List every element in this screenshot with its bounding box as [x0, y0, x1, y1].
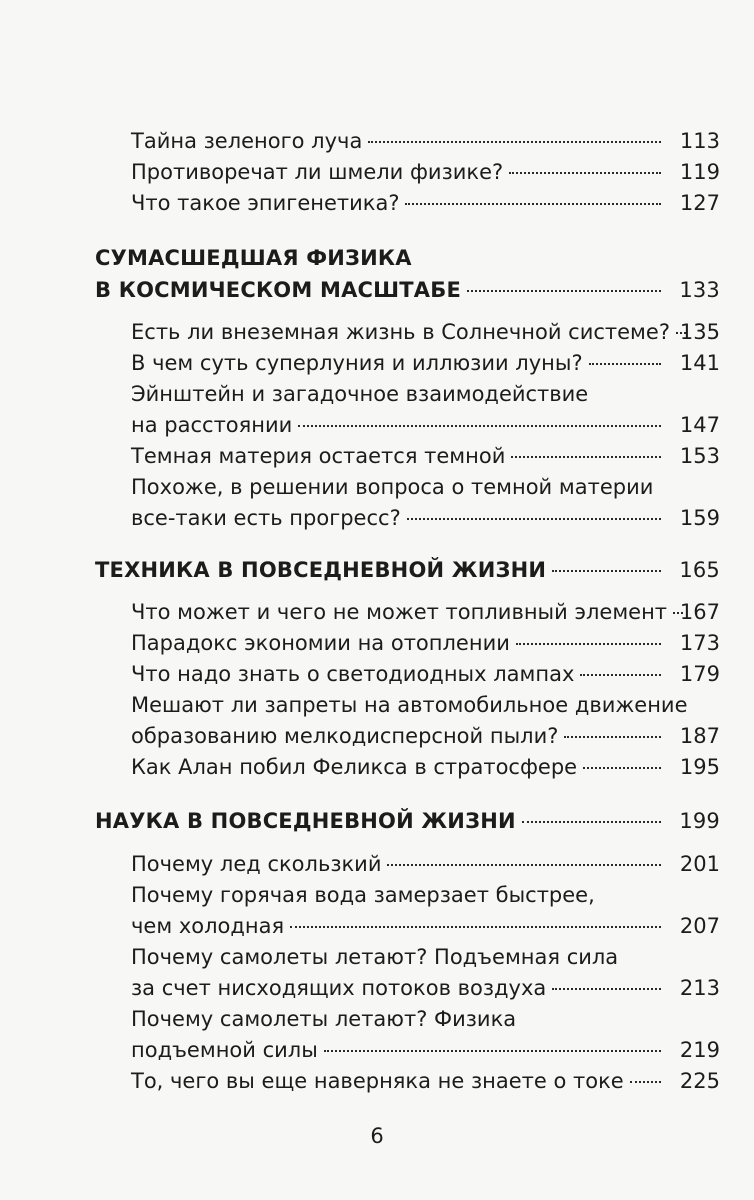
section-title-line: СУМАСШЕДШАЯ ФИЗИКА	[95, 246, 412, 270]
entry-page: 165	[679, 558, 720, 582]
entry-page: 199	[679, 809, 720, 833]
entry-title-line: Почему самолеты летают? Физика	[131, 1007, 517, 1031]
leader-dots	[509, 172, 661, 174]
entry-title: Что надо знать о светодиодных лампах	[131, 662, 575, 686]
entry-title: Темная материя остается темной	[131, 444, 506, 468]
entry-title: То, чего вы еще наверняка не знаете о токе	[131, 1069, 624, 1093]
entry-page: 173	[679, 631, 720, 655]
leader-dots	[467, 290, 661, 292]
entry-title: Как Алан побил Феликса в стратосфере	[131, 755, 578, 779]
entry-page: 179	[679, 662, 720, 686]
entry-title-line: образованию мелкодисперсной пыли?	[131, 724, 559, 748]
entry-page: 213	[679, 976, 720, 1000]
leader-dots	[298, 425, 661, 427]
leader-dots	[564, 736, 661, 738]
entry-title-line: Мешают ли запреты на автомобильное движение	[131, 693, 688, 717]
entry-page: 127	[679, 191, 720, 215]
leader-dots	[405, 203, 661, 205]
leader-dots	[583, 767, 661, 769]
entry-page: 201	[679, 852, 720, 876]
entry-page: 135	[679, 320, 720, 344]
entry-title: Противоречат ли шмели физике?	[131, 160, 504, 184]
leader-dots	[407, 518, 661, 520]
entry-page: 147	[679, 413, 720, 437]
section-title: ТЕХНИКА В ПОВСЕДНЕВНОЙ ЖИЗНИ	[95, 558, 547, 582]
page-number: 6	[370, 1124, 384, 1148]
entry-title: Что такое эпигенетика?	[131, 191, 400, 215]
leader-dots	[324, 1050, 661, 1052]
entry-title-line: Почему горячая вода замерзает быстрее,	[131, 883, 595, 907]
entry-page: 119	[679, 160, 720, 184]
entry-page: 207	[679, 914, 720, 938]
entry-page: 219	[679, 1038, 720, 1062]
entry-page: 187	[679, 724, 720, 748]
entry-title-line: Похоже, в решении вопроса о темной материи	[131, 475, 654, 499]
entry-title-line: все-таки есть прогресс?	[131, 506, 401, 530]
entry-title: Тайна зеленого луча	[131, 129, 363, 153]
section-title-line: В КОСМИЧЕСКОМ МАСШТАБЕ	[95, 278, 462, 302]
entry-title-line: чем холодная	[131, 914, 285, 938]
section-title: НАУКА В ПОВСЕДНЕВНОЙ ЖИЗНИ	[95, 809, 516, 833]
entry-page: 225	[679, 1069, 720, 1093]
leader-dots	[552, 988, 661, 990]
leader-dots	[522, 821, 661, 823]
entry-page: 141	[679, 351, 720, 375]
leader-dots	[589, 363, 661, 365]
leader-dots	[630, 1081, 661, 1083]
entry-title-line: Эйнштейн и загадочное взаимодействие	[131, 382, 589, 406]
leader-dots	[368, 141, 661, 143]
leader-dots	[387, 864, 661, 866]
entry-title: Почему лед скользкий	[131, 852, 382, 876]
entry-title: Есть ли внеземная жизнь в Солнечной системе?	[131, 320, 670, 344]
leader-dots	[511, 456, 661, 458]
entry-title-line: Почему самолеты летают? Подъемная сила	[131, 945, 619, 969]
entry-page: 167	[679, 600, 720, 624]
entry-page: 195	[679, 755, 720, 779]
entry-title: Что может и чего не может топливный элемент	[131, 600, 668, 624]
entry-page: 153	[679, 444, 720, 468]
entry-title-line: подъемной силы	[131, 1038, 318, 1062]
entry-page: 133	[679, 278, 720, 302]
leader-dots	[552, 570, 661, 572]
leader-dots	[516, 643, 661, 645]
entry-title-line: на расстоянии	[131, 413, 293, 437]
entry-title: В чем суть суперлуния и иллюзии луны?	[131, 351, 583, 375]
entry-title-line: за счет нисходящих потоков воздуха	[131, 976, 547, 1000]
entry-title: Парадокс экономии на отоплении	[131, 631, 510, 655]
leader-dots	[290, 926, 661, 928]
entry-page: 159	[679, 506, 720, 530]
leader-dots	[580, 674, 661, 676]
entry-page: 113	[679, 129, 720, 153]
